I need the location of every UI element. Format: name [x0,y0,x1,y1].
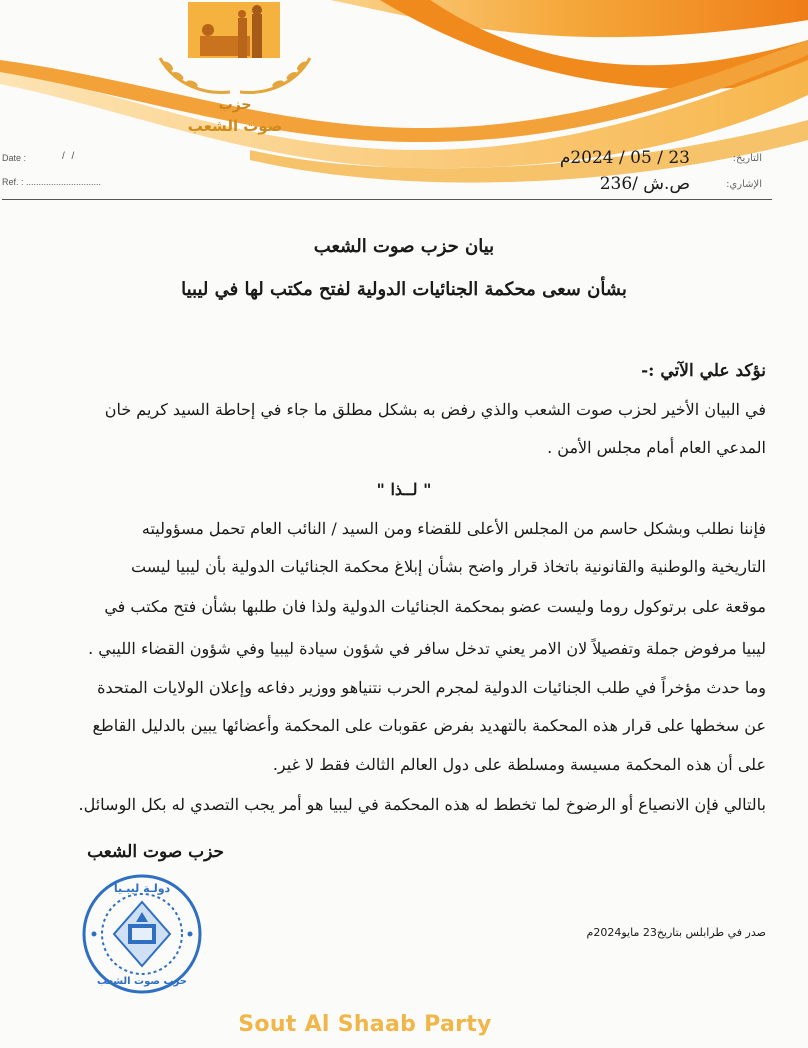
party-emblem-icon [160,2,310,93]
logo-text-name: صوت الشعب [187,117,283,135]
date-label-ar: التاريخ: [732,153,762,164]
ref-dots-en: .............................. [26,177,102,187]
paragraph-line: عن سخطها على قرار هذه المحكمة بالتهديد بفرض عقوبات على المحكمة وأعضائها يبين بالدليل القاطع [92,716,766,735]
paragraph-line: المدعي العام أمام مجلس الأمن . [547,438,766,457]
paragraph-line: فإننا نطلب وبشكل حاسم من المجلس الأعلى للقضاء ومن السيد / النائب العام تحمل مسؤوليته [141,519,766,538]
date-value: 23 / 05 / 2024م [559,148,690,168]
statement-subject: بشأن سعى محكمة الجنائيات الدولية لفتح مكتب لها في ليبيا [181,279,627,300]
logo-text-party: حزب [218,97,252,113]
stamp-emblem-icon [114,902,170,966]
therefore-heading: " لــذا " [376,480,432,499]
date-label-en: Date : [2,153,27,163]
ref-label-ar: الإشاري: [726,179,762,190]
issued-place-date: صدر في طرابلس بتاريخ23 مايو2024م [586,926,766,939]
reference-value: ص.ش /236 [599,174,690,194]
paragraph-line: موقعة على برتوكول روما وليست عضو بمحكمة الجنائيات الدولية ولذا فان طلبها بشأن فتح مكتب في [104,597,766,616]
paragraph-line: في البيان الأخير لحزب صوت الشعب والذي رفض به بشكل مطلق ما جاء في إحاطة السيد كريم خان [104,400,766,419]
ref-label-en: Ref. : [2,177,24,187]
header-divider [2,199,772,200]
date-slashes-en: / / [62,151,77,162]
stamp-top-text: دولـة ليبـيا [113,882,171,895]
confirm-heading: نؤكد علي الآتي :- [641,361,766,381]
stamp-bottom-text: حزب صوت الشعب [96,976,188,987]
official-stamp [80,872,204,996]
paragraph-line: بالتالي فإن الانصياع أو الرضوخ لما تخطط له هذه المحكمة في ليبيا هو أمر يجب التصدي له بكل الوسائل. [78,795,766,814]
paragraph-line: على أن هذه المحكمة مسيسة ومسلطة على دول العالم الثالث فقط لا غير. [272,755,766,774]
statement-title: بيان حزب صوت الشعب [313,236,495,257]
paragraph-line: التاريخية والوطنية والقانونية باتخاذ قرار واضح بشأن إبلاغ محكمة الجنائيات الدولية بأن ليبيا ليست [131,557,766,576]
footer-party-name: Sout Al Shaab Party [238,1012,492,1037]
header-swoosh-graphic [0,0,808,200]
paragraph-line: وما حدث مؤخراً في طلب الجنائيات الدولية لمجرم الحرب نتنياهو ووزير دفاعه وإعلان الولايات المتحدة [97,678,766,697]
paragraph-line: ليبيا مرفوض جملة وتفصيلاً لان الامر يعني تدخل سافر في شؤون سيادة ليبيا وفي شؤون القضاء الليبي . [88,639,766,658]
signature-party-name: حزب صوت الشعب [87,842,224,862]
